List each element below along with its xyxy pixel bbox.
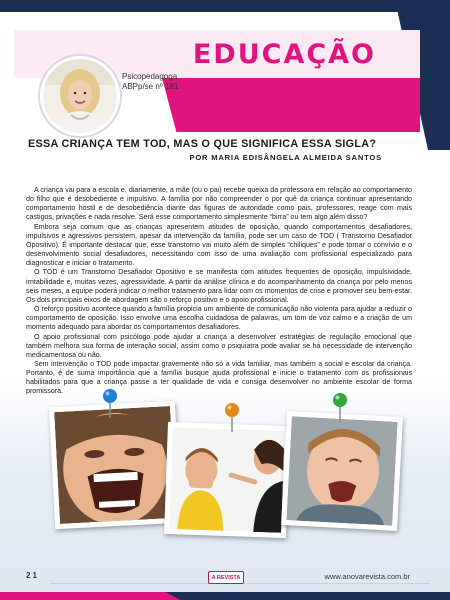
author-portrait [40,56,120,136]
article-title: ESSA CRIANÇA TEM TOD, MAS O QUE SIGNIFICA ESSA SIGLA? [28,138,377,150]
page-number: 21 [26,571,39,580]
section-title: EDUCAÇÃO [192,38,376,70]
photo-crying-toddler [281,411,403,531]
article-byline: POR MARIA EDISÂNGELA ALMEIDA SANTOS [189,153,382,162]
crying-toddler-image [286,416,397,525]
author-credentials [122,72,178,92]
article-body [26,186,412,397]
photo-mother-and-child [164,422,290,538]
author-portrait-image [43,59,117,133]
orange-pushpin-icon [224,402,240,432]
article-paragraph: Sem intervenção o TOD pode impactar gravemente não só a vida familiar, mas também a social e escolar da criança. Portanto, é de suma importância que a família busque ajuda profissional e inicie o tratamento com os profissionais habilitados para que a criança passe a ter qualidade de vida e consiga desenvolver no ambiente escolar de forma promissora. [26,359,412,396]
article-paragraph: A criança vai para a escola e, diariamente, a mãe (ou o pai) recebe queixa da professora em relação ao comportamento do filho que é desobediente e impulsivo. A família por não compreender o por quê da criança continuar apresentando comportamento hostil e de desobediência diante das figuras de autoridade como pais, professores, reage com mais castigos, privações e nada resolve. Será esse comportamento simplesmente “birra” ou tem algo além disso? [26,186,412,222]
footer-url[interactable]: www.anovarevista.com.br [324,572,410,581]
article-paragraph: Embora seja comum que as crianças apresentem atitudes de oposição, quando comportamentos desafiadores, impulsivos e agressivos persistem, apesar da intervenção da família, pode ser um caso de TOD ( Transtorno Desafiador Opositivo). É importante destacar que, esse transtorno vai muito além de simples “chiliques” e pode tornar o convívio e o desenvolvimento social desafiadores, necessitando com isso de uma avaliação com profissional especializado para diagnosticar e iniciar o tratamento. [26,222,412,268]
screaming-child-image [54,406,176,524]
mother-and-child-image [169,427,284,533]
author-role: Psicopedagoga [122,72,178,81]
article-paragraph: O TOD é um Transtorno Desafiador Opositivo e se manifesta com atitudes frequentes de oposição, impulsividade, irritabilidade e, muitas vezes, agressividade. A partir da análise clínica e do acompanhamento da criança por pelo menos seis meses, a equipe poderá indicar o melhor tratamento para lidar com os momentos de crise e promover seu bem-estar. Os dois principais eixos de abordagem são o reforço positivo e o apoio profissional. [26,268,412,304]
magazine-logo[interactable] [208,571,244,584]
blue-pushpin-icon [102,388,118,418]
magazine-logo-text: A REVISTA [211,574,241,581]
top-navy-bar [0,0,450,12]
bottom-magenta-bar [0,592,180,600]
green-pushpin-icon [332,392,348,422]
author-registration: ABPp/se nº 181 [122,82,179,91]
article-paragraph: O apoio profissional com psicólogo pode ajudar a criança a desenvolver estratégias de regulação emocional que também melhora sua forma de interação social, assim como o psiquiatra pode avaliar se há necessidade de intervenção medicamentosa ou não. [26,332,412,359]
photo-screaming-child [49,401,181,529]
article-paragraph: O reforço positivo acontece quando a família propicia um ambiente de comunicação não violenta para ajudar a reduzir o comportamento de oposição. Isso envolve uma escolha cuidadosa de palavras, um tom de voz calmo e a criação de um momento adequado para abordar os comportamentos desafiadores. [26,305,412,332]
